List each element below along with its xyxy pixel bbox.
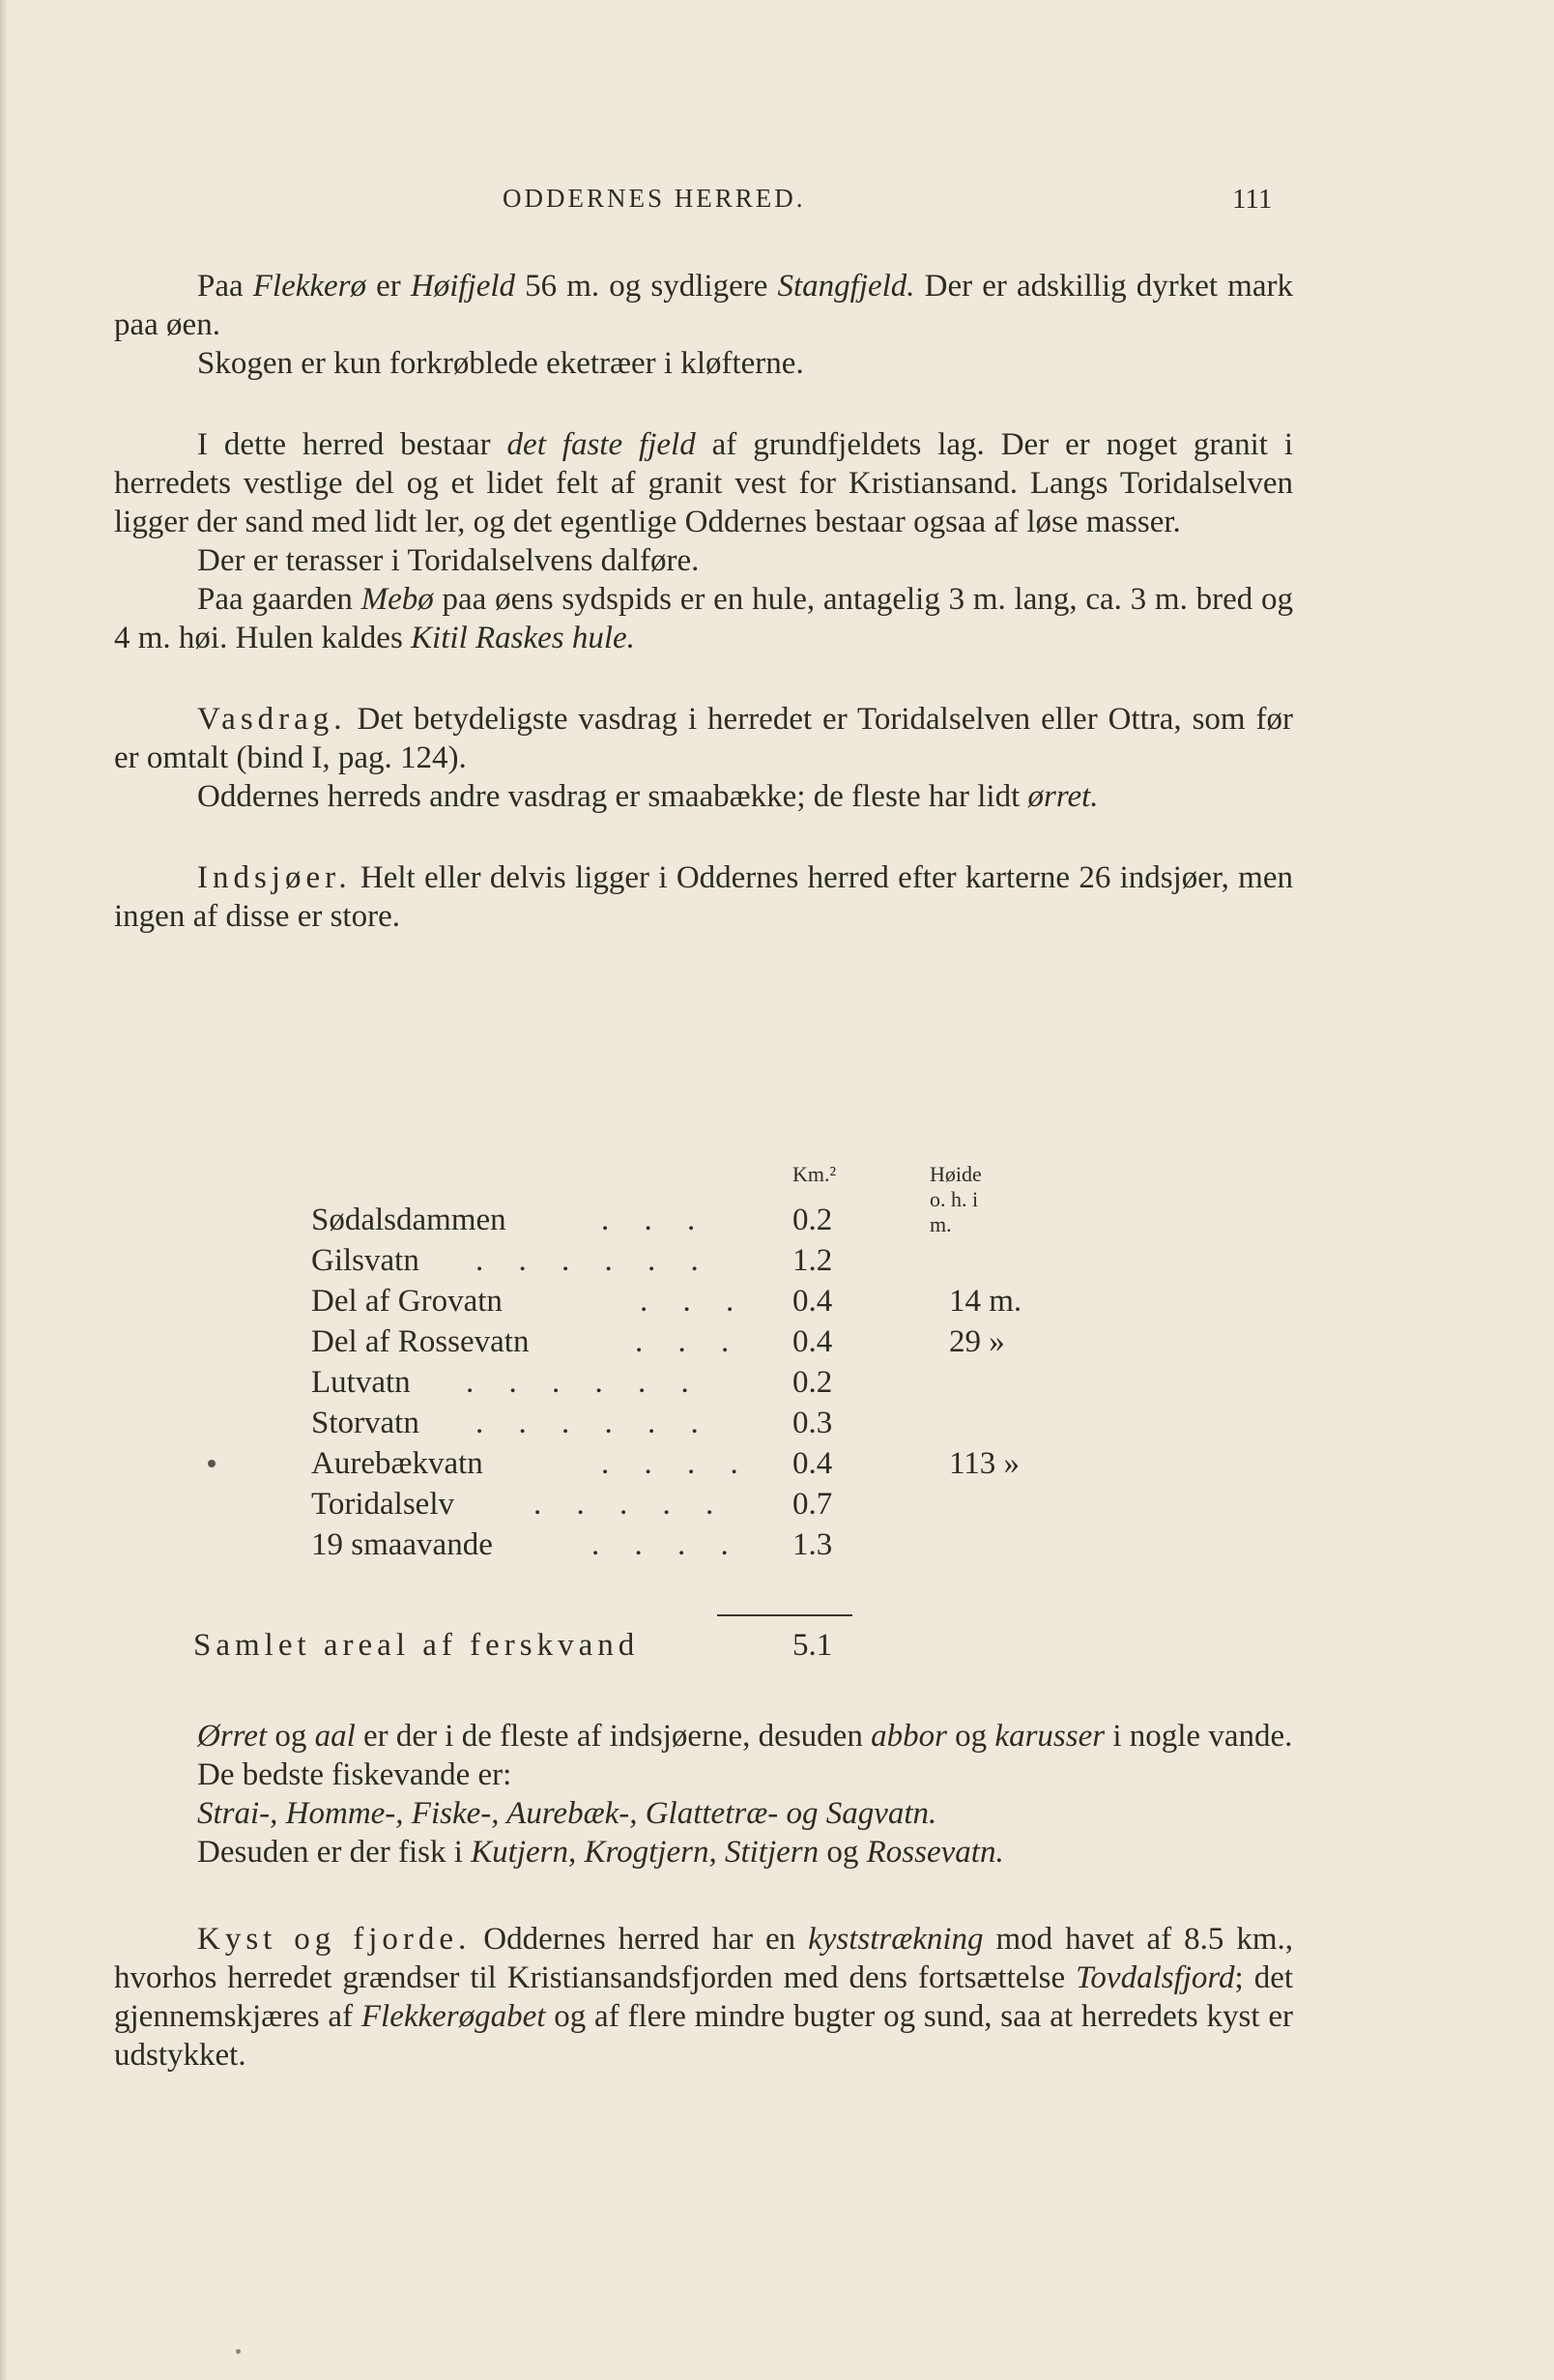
leader-dots: . . . bbox=[601, 1203, 709, 1237]
leader-dots: . . . bbox=[640, 1284, 748, 1319]
leader-dots: . . . . . . bbox=[475, 1406, 712, 1440]
paragraph-terasser: Der er terasser i Toridalselvens dalføre. bbox=[197, 543, 700, 578]
body-text-upper bbox=[114, 267, 1293, 936]
leader-dots: . . . bbox=[635, 1324, 743, 1359]
lake-name: Sødalsdammen bbox=[311, 1203, 506, 1237]
running-title: ODDERNES HERRED. bbox=[503, 184, 806, 213]
lake-name: Storvatn bbox=[311, 1406, 419, 1440]
paper-speck bbox=[236, 2349, 241, 2354]
margin-mark bbox=[208, 1460, 216, 1467]
lake-area: 0.2 bbox=[792, 1365, 833, 1400]
column-header-height: Høide o. h. i m. bbox=[930, 1162, 982, 1236]
leader-dots: . . . . . . bbox=[475, 1243, 712, 1278]
page-header bbox=[0, 184, 1554, 232]
lake-name: Lutvatn bbox=[311, 1365, 411, 1400]
lake-area: 0.2 bbox=[792, 1203, 833, 1237]
lake-name: Del af Grovatn bbox=[311, 1284, 503, 1319]
table-row bbox=[311, 1284, 1181, 1324]
lake-area: 1.2 bbox=[792, 1243, 833, 1278]
lake-name: Aurebækvatn bbox=[311, 1446, 483, 1481]
paragraph-fish: Ørret og aal er der i de fleste af indsjøerne, desuden abbor og karusser i nogle vande. bbox=[197, 1719, 1293, 1754]
body-text-lower bbox=[114, 1717, 1293, 2075]
paragraph-coast: Kyst og fjorde. Oddernes herred har en kyststrækning mod havet af 8.5 km., hvorhos herredet grændser til Kristiansandsfjorden med dens fortsættelse Tovdalsfjord; det gjennemskjæres af Flekkerøgabet og af flere mindre bugter og sund, saa at herredets kyst er udstykket. bbox=[114, 1922, 1294, 2073]
table-total bbox=[193, 1628, 833, 1664]
table-row bbox=[311, 1487, 1181, 1527]
paragraph-indsjoer: Indsjøer. Helt eller delvis ligger i Oddernes herred efter karterne 26 indsjøer, men ingen af disse er store. bbox=[114, 860, 1293, 934]
paragraph-fishing-list: Strai-, Homme-, Fiske-, Aurebæk-, Glattetræ- og Sagvatn. bbox=[197, 1796, 937, 1831]
column-header-area: Km.² bbox=[792, 1162, 837, 1186]
table-row bbox=[311, 1203, 1181, 1243]
section-heading-vasdrag: Vasdrag. bbox=[197, 702, 347, 737]
paragraph-smaabaekke: Oddernes herreds andre vasdrag er smaabække; de fleste har lidt ørret. bbox=[197, 779, 1099, 814]
lake-name: Toridalselv bbox=[311, 1487, 454, 1522]
lake-area: 0.4 bbox=[792, 1446, 833, 1481]
leader-dots: . . . . . . bbox=[466, 1365, 703, 1400]
lake-area: 0.4 bbox=[792, 1284, 833, 1319]
paragraph-skogen: Skogen er kun forkrøblede eketræer i kløfterne. bbox=[197, 346, 804, 381]
sum-rule bbox=[717, 1614, 852, 1616]
table-row bbox=[311, 1406, 1181, 1446]
lake-height: 29 » bbox=[949, 1324, 1005, 1359]
paragraph-vasdrag: Vasdrag. Det betydeligste vasdrag i herredet er Toridalselven eller Ottra, som før er omtalt (bind I, pag. 124). bbox=[114, 702, 1293, 775]
table-row bbox=[311, 1365, 1181, 1406]
lake-area: 0.3 bbox=[792, 1406, 833, 1440]
lake-name: Del af Rossevatn bbox=[311, 1324, 530, 1359]
lake-name: Gilsvatn bbox=[311, 1243, 419, 1278]
lake-area: 0.4 bbox=[792, 1324, 833, 1359]
page-edge-shadow bbox=[0, 0, 8, 2380]
total-label: Samlet areal af ferskvand bbox=[193, 1628, 640, 1663]
lake-height: 14 m. bbox=[949, 1284, 1022, 1319]
table-row bbox=[311, 1324, 1181, 1365]
lake-area: 0.7 bbox=[792, 1487, 833, 1522]
table-row bbox=[311, 1446, 1181, 1487]
lake-height: 113 » bbox=[949, 1446, 1021, 1481]
lake-name: 19 smaavande bbox=[311, 1527, 493, 1562]
paragraph-hule: Paa gaarden Mebø paa øens sydspids er en hule, antagelig 3 m. lang, ca. 3 m. bred og 4 m. høi. Hulen kaldes Kitil Raskes hule. bbox=[114, 582, 1294, 655]
page-number: 111 bbox=[1232, 184, 1273, 215]
total-value: 5.1 bbox=[792, 1628, 833, 1663]
leader-dots: . . . . . bbox=[533, 1487, 728, 1522]
paragraph-flekkero: Paa Flekkerø er Høifjeld 56 m. og sydligere Stangfjeld. Der er adskillig dyrket mark paa øen. bbox=[114, 269, 1293, 342]
leader-dots: . . . . bbox=[591, 1527, 742, 1562]
paragraph-fjeld: I dette herred bestaar det faste fjeld af grundfjeldets lag. Der er noget granit i herredets vestlige del og et lidet felt af granit vest for Kristiansand. Langs Toridalselven ligger der sand med lidt ler, og det egentlige Oddernes bestaar ogsaa af løse masser. bbox=[114, 427, 1293, 539]
lake-area: 1.3 bbox=[792, 1527, 833, 1562]
section-heading-coast: Kyst og fjorde. bbox=[197, 1922, 472, 1957]
leader-dots: . . . . bbox=[601, 1446, 752, 1481]
section-heading-indsjoer: Indsjøer. bbox=[197, 860, 352, 895]
table-row bbox=[311, 1243, 1181, 1284]
table-row bbox=[311, 1527, 1181, 1568]
paragraph-best-fishing: De bedste fiskevande er: bbox=[197, 1757, 512, 1792]
paragraph-more-fish: Desuden er der fisk i Kutjern, Krogtjern, Stitjern og Rossevatn. bbox=[197, 1835, 1004, 1870]
